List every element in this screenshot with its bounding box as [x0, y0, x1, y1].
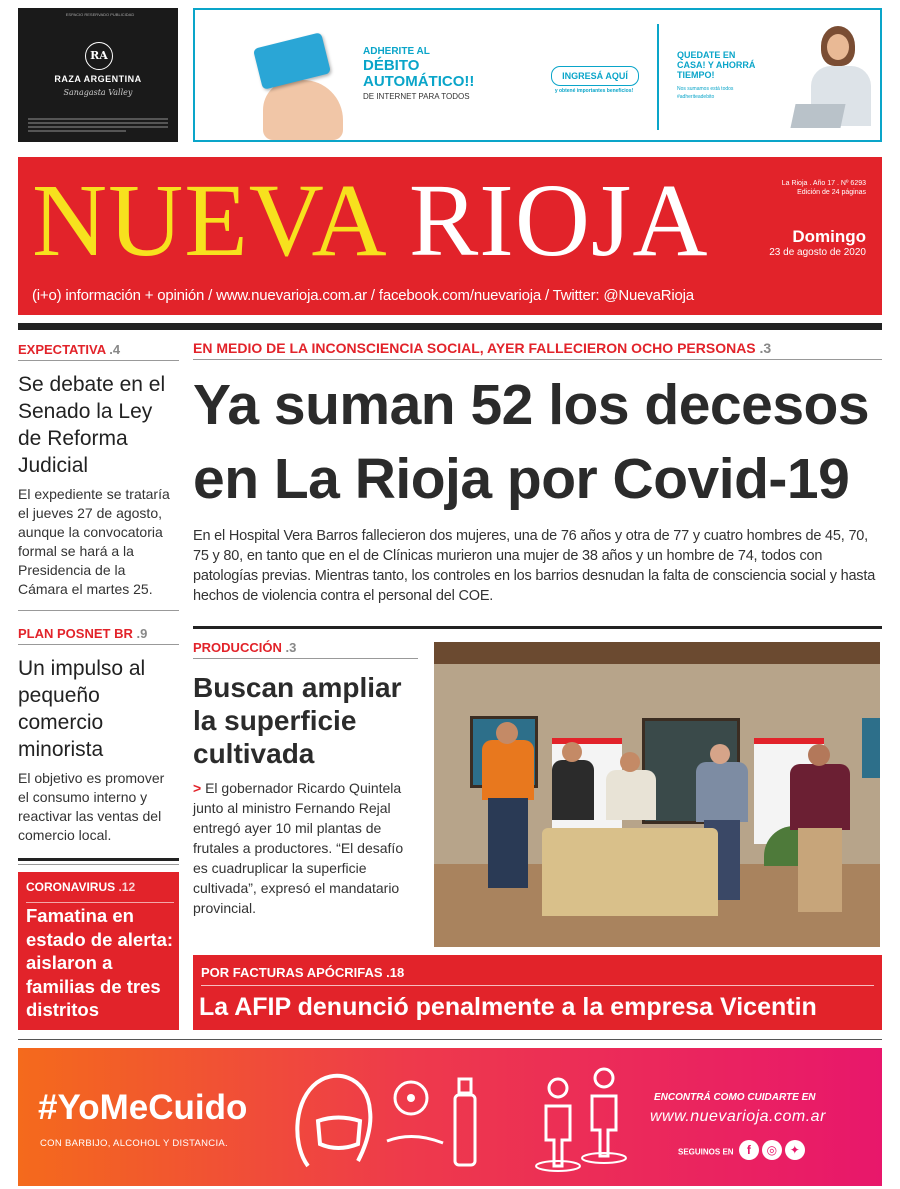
ad-line3: AUTOMÁTICO!!	[363, 73, 475, 90]
newspaper-title[interactable]	[32, 163, 709, 278]
ad-fine-lines	[28, 116, 168, 134]
side-story-plan-posnet[interactable]	[18, 626, 179, 845]
masthead-rule	[18, 323, 882, 330]
edition-pages: Edición de 24 páginas	[797, 189, 866, 196]
ad-brand-sub: Sanagasta Valley	[63, 88, 133, 97]
twitter-icon[interactable]: ✦	[785, 1140, 805, 1160]
main-headline	[193, 368, 882, 516]
photo-person	[696, 762, 748, 822]
ad-follow: SEGUINOS EN f ◎ ✦	[678, 1140, 805, 1160]
story-kicker: CORONAVIRUS .12	[26, 880, 136, 894]
story-kicker: EXPECTATIVA .4	[18, 342, 121, 357]
ad-line2: DÉBITO	[363, 57, 420, 74]
ad-button-sub: y obtené importantes beneficios!	[554, 88, 634, 94]
production-story[interactable]	[193, 640, 418, 918]
title-nueva: NUEVA	[32, 163, 382, 278]
section-divider	[193, 626, 882, 629]
face-mask-icon	[288, 1066, 378, 1176]
photo-person-head	[562, 742, 582, 762]
story-headline: Un impulso al pequeño comercio minorista	[18, 657, 146, 761]
story-headline: Buscan ampliar la superficie cultivada	[193, 672, 402, 769]
kicker-rule	[201, 985, 874, 986]
ad-url[interactable]: www.nuevarioja.com.ar	[650, 1108, 826, 1125]
raza-argentina-logo: RA	[85, 42, 113, 70]
kicker-rule	[193, 658, 418, 659]
title-rioja: RIOJA	[408, 163, 709, 278]
footer-rule	[18, 1039, 882, 1040]
photo-person	[606, 770, 656, 820]
story-body: El expediente se trataría el jueves 27 de agosto, aunque la convocatoria formal se hará a la Presidencia de la Cámara el martes 25.	[18, 486, 170, 597]
photo-person-head	[620, 752, 640, 772]
woman-with-laptop-icon	[791, 20, 881, 140]
ad-fine-print: ESPACIO RESERVADO PUBLICIDAD	[65, 12, 135, 17]
photo-person-head	[496, 722, 518, 744]
photo-roof	[434, 642, 880, 664]
social-distance-icon	[518, 1066, 638, 1176]
edition-day: Domingo	[792, 227, 866, 246]
facebook-icon[interactable]: f	[739, 1140, 759, 1160]
ad-cta: ENCONTRÁ COMO CUIDARTE EN	[654, 1092, 816, 1103]
ad-divider	[657, 24, 659, 130]
kicker-rule	[193, 359, 882, 360]
ad-brand-name: RAZA ARGENTINA	[54, 74, 142, 84]
ad-line1: ADHERITE AL	[363, 46, 430, 57]
photo-person-head	[808, 744, 830, 766]
ad-right2: CASA! Y AHORRÁ	[677, 60, 756, 70]
story-headline: La AFIP denunció penalmente a la empresa Vicentin	[199, 993, 817, 1021]
photo-person	[482, 740, 534, 800]
issue-number: La Rioja . Año 17 . Nº 6293	[781, 180, 866, 187]
photo-person	[552, 760, 594, 820]
side-story-reforma-judicial[interactable]	[18, 342, 179, 599]
hand-sanitizer-icon	[383, 1073, 493, 1173]
main-story[interactable]	[193, 340, 882, 606]
column-divider	[18, 610, 179, 611]
bullet-arrow-icon: >	[193, 780, 202, 796]
story-kicker: PLAN POSNET BR .9	[18, 626, 148, 641]
story-headline: Famatina en estado de alerta: aislaron a familias de tres distritos	[26, 905, 174, 1020]
ad-line4: DE INTERNET PARA TODOS	[363, 92, 470, 101]
ad-right4: Nos sumamos está todos	[677, 86, 734, 92]
photo-person-legs	[798, 828, 842, 912]
photo-table	[542, 828, 718, 916]
column-divider	[18, 858, 179, 861]
kicker-rule	[18, 360, 179, 361]
story-body: > El gobernador Ricardo Quintela junto al ministro Fernando Rejal entregó ayer 10 mil plantas de frutales a productores. “El desafío es cuadruplicar la superficie cultivada”, expresó el mandatario provincial.	[193, 780, 404, 916]
main-lead: En el Hospital Vera Barros fallecieron dos mujeres, una de 76 años y otra de 77 y cuatro hombres de 45, 70, 75 y 80, en tanto que en el de Clínicas murieron una mujer de 38 años y un hombre de 74, todos con patologías previas. Mientras tanto, los controles en los barrios desnudan la falta de consciencia social y hasta hechos de violencia contra el personal del COE.	[193, 528, 876, 604]
main-headline-line1: Ya suman 52 los decesos	[193, 373, 870, 437]
column-divider	[18, 864, 179, 865]
ad-right1: QUEDATE EN	[677, 50, 736, 60]
main-kicker: EN MEDIO DE LA INCONSCIENCIA SOCIAL, AYER FALLECIERON OCHO PERSONAS .3	[193, 340, 772, 356]
kicker-rule	[18, 644, 179, 645]
ad-raza-argentina[interactable]	[18, 8, 178, 142]
edition-info	[769, 179, 866, 258]
ad-right3: TIEMPO!	[677, 70, 715, 80]
photo-window	[862, 718, 880, 778]
story-kicker: PRODUCCIÓN .3	[193, 640, 297, 655]
story-headline: Se debate en el Senado la Ley de Reforma Judicial	[18, 373, 166, 477]
story-kicker: POR FACTURAS APÓCRIFAS .18	[201, 965, 405, 980]
photo-person-legs	[488, 798, 528, 888]
ad-right5: #adheriteadebito	[677, 94, 715, 100]
photo-person-head	[710, 744, 730, 764]
instagram-icon[interactable]: ◎	[762, 1140, 782, 1160]
edition-date: 23 de agosto de 2020	[769, 247, 866, 258]
ad-hashtag: #YoMeCuido	[38, 1088, 248, 1127]
masthead-tagline[interactable]: (i+o) información + opinión / www.nuevarioja.com.ar / facebook.com/nuevarioja / Twitter: @NuevaRioja	[32, 287, 694, 304]
kicker-rule	[26, 902, 174, 903]
production-photo[interactable]	[434, 642, 880, 947]
hand-with-card-icon	[235, 30, 345, 140]
ad-sub: CON BARBIJO, ALCOHOL Y DISTANCIA.	[40, 1138, 228, 1149]
ad-ingresa-button[interactable]: INGRESÁ AQUÍ	[551, 66, 639, 86]
ad-debito-automatico[interactable]	[193, 8, 882, 142]
side-story-coronavirus[interactable]	[18, 872, 179, 1030]
afip-story[interactable]	[193, 955, 882, 1030]
main-headline-line2: en La Rioja por Covid-19	[193, 447, 850, 511]
ad-yomecuido[interactable]	[18, 1048, 882, 1186]
photo-person	[790, 764, 850, 830]
story-body: El objetivo es promover el consumo interno y reactivar las ventas del comercio local.	[18, 770, 165, 843]
masthead	[18, 157, 882, 315]
